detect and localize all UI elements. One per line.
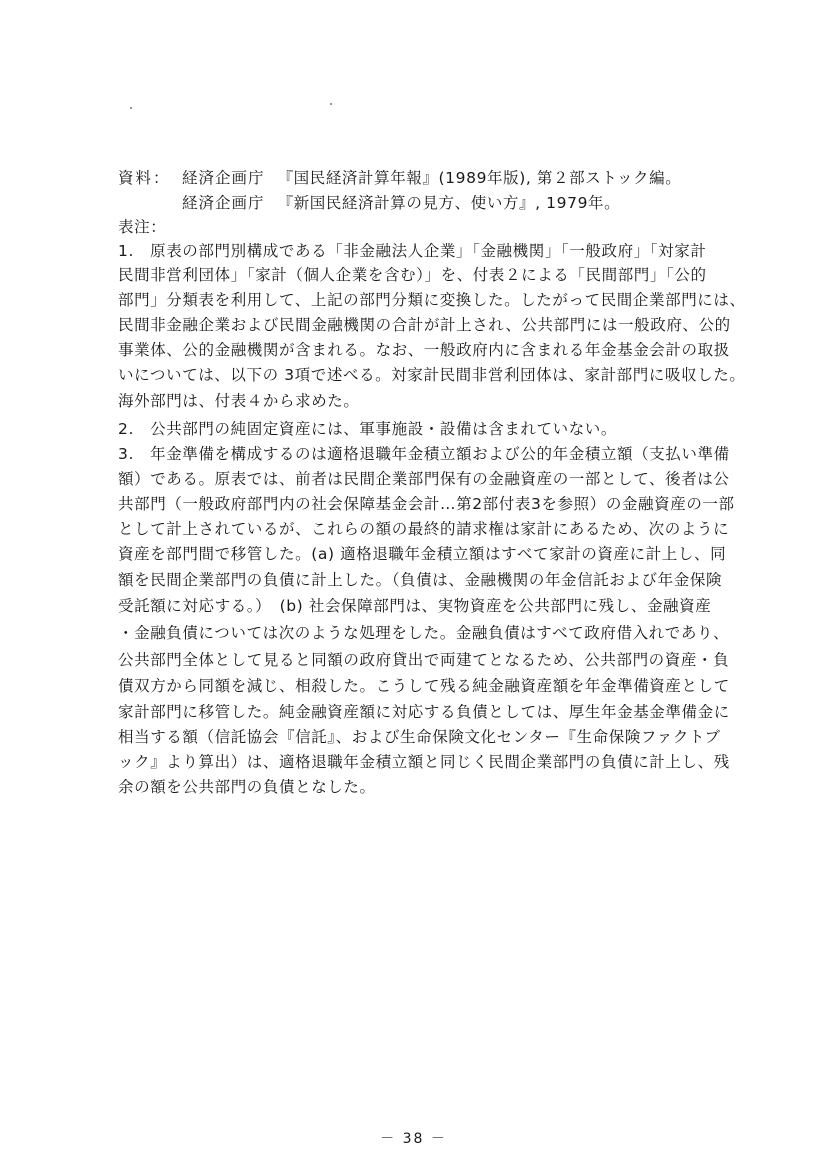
note-line: 民間非金融企業および民間金融機関の合計が計上され、公共部門には一般政府、公的	[118, 316, 731, 334]
note-line: 海外部門は、付表４から求めた。	[118, 392, 360, 410]
page-number: － 38 －	[380, 1131, 447, 1147]
note-line: 公共部門全体として見ると同額の政府貸出で両建てとなるため、公共部門の資産・負	[118, 651, 730, 669]
note-line: 資産を部門間で移管した。(a) 適格退職年金積立額はすべて家計の資産に計上し、同	[118, 545, 727, 563]
note-line: として計上されているが、これらの額の最終的請求権は家計にあるため、次のように	[118, 520, 730, 538]
notes-heading: 表注：	[118, 218, 167, 236]
note-line: 部門」分類表を利用して、上記の部門分類に変換した。したがって民間企業部門には、	[118, 291, 746, 309]
note-line: 受託額に対応する。） (b) 社会保障部門は、実物資産を公共部門に残し、金融資産	[118, 597, 712, 615]
note-line: 事業体、公的金融機関が含まれる。なお、一般政府内に含まれる年金基金会計の取扱	[118, 341, 730, 359]
note-line: 1. 原表の部門別構成である「非金融法人企業」「金融機関」「一般政府」「対家計	[118, 242, 707, 260]
source-entry	[182, 166, 681, 188]
note-line: ック』より算出）は、適格退職年金積立額と同じく民間企業部門の負債に計上し、残	[118, 753, 730, 771]
source-title: 『新国民経済計算の見方、使い方』, 1979年。	[277, 194, 621, 212]
note-line: 相当する額（信託協会『信託』、および生命保険文化センター『生命保険ファクトブ	[118, 728, 721, 746]
note-line: 民間非営利団体」「家計（個人企業を含む）」を、付表２による「民間部門」「公的	[118, 266, 707, 284]
scan-speck	[130, 107, 132, 109]
note-line: 債双方から同額を減じ、相殺した。こうして残る純金融資産額を年金準備資産として	[118, 677, 730, 695]
source-org: 経済企画庁	[182, 169, 265, 187]
sources-label: 資料：	[118, 169, 171, 187]
scan-speck	[330, 103, 332, 105]
note-line: 共部門（一般政府部門内の社会保障基金会計…第2部付表3を参照）の金融資産の一部	[118, 495, 735, 513]
note-line: いについては、以下の 3項で述べる。対家計民間非営利団体は、家計部門に吸収した。	[118, 366, 746, 384]
note-line: 額）である。原表では、前者は民間企業部門保有の金融資産の一部として、後者は公	[118, 470, 730, 488]
note-line: 余の額を公共部門の負債となした。	[118, 778, 376, 796]
note-line: 3. 年金準備を構成するのは適格退職年金積立額および公的年金積立額（支払い準備	[118, 445, 730, 463]
source-org: 経済企画庁	[182, 194, 265, 212]
note-line: ・金融負債については次のような処理をした。金融負債はすべて政府借入れであり、	[118, 624, 730, 642]
note-line: 家計部門に移管した。純金融資産額に対応する負債としては、厚生年金基金準備金に	[118, 703, 730, 721]
source-title: 『国民経済計算年報』(1989年版), 第２部ストック編。	[277, 169, 682, 187]
source-entry	[182, 191, 620, 213]
note-line: 額を民間企業部門の負債に計上した。（負債は、金融機関の年金信託および年金保険	[118, 571, 723, 589]
note-line: 2. 公共部門の純固定資産には、軍事施設・設備は含まれていない。	[118, 420, 617, 438]
